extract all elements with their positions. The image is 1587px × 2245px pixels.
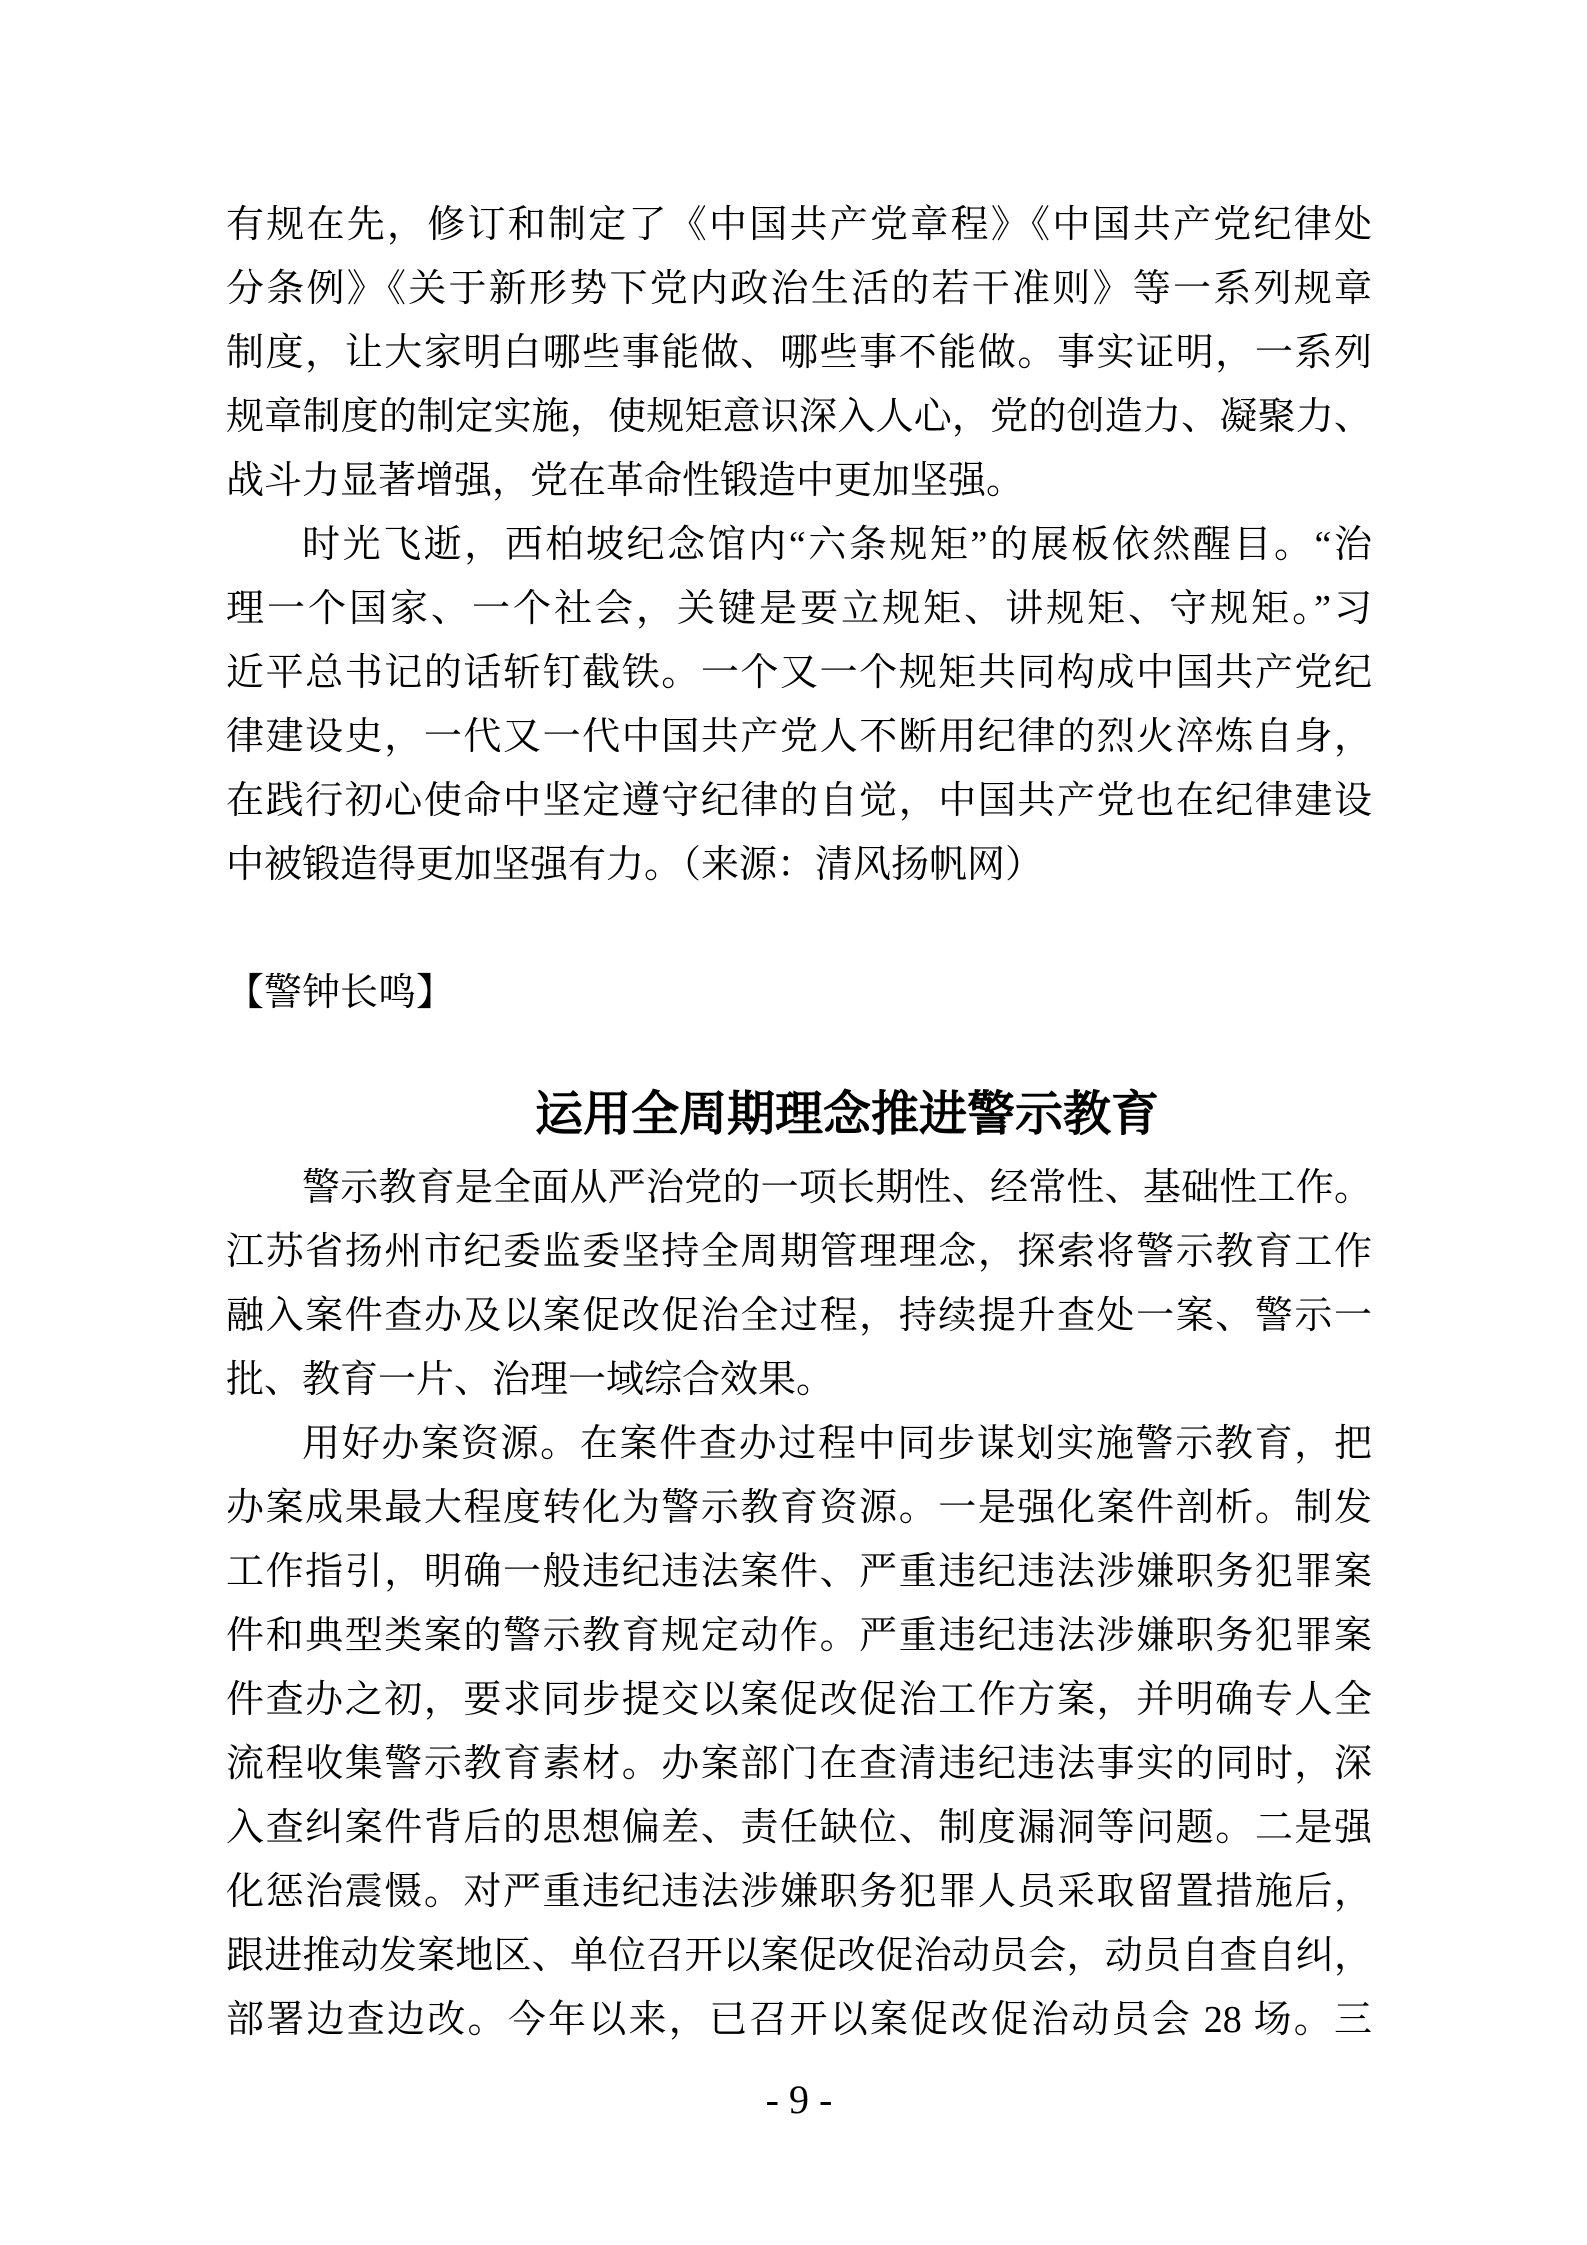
text-line: 规章制度的制定实施，使规矩意识深入人心，党的创造力、凝聚力、 [226,396,1372,438]
text-line: 有规在先，修订和制定了《中国共产党章程》《中国共产党纪律处 [226,204,1372,246]
text-line: 部署边查边改。今年以来，已召开以案促改促治动员会 28 场。三 [226,1999,1372,2041]
section-header: 【警钟长鸣】 [226,972,455,1014]
text-line: 融入案件查办及以案促改促治全过程，持续提升查处一案、警示一 [226,1295,1372,1337]
text-line: 时光飞逝，西柏坡纪念馆内“六条规矩”的展板依然醒目。“治 [302,524,1372,566]
text-line: 分条例》《关于新形势下党内政治生活的若干准则》等一系列规章 [226,268,1372,310]
text-line: 化惩治震慑。对严重违纪违法涉嫌职务犯罪人员采取留置措施后， [226,1871,1372,1913]
text-line: 江苏省扬州市纪委监委坚持全周期管理理念，探索将警示教育工作 [226,1231,1372,1273]
text-line: 战斗力显著增强，党在革命性锻造中更加坚强。 [226,460,1025,502]
text-line: 在践行初心使命中坚定遵守纪律的自觉，中国共产党也在纪律建设 [226,780,1372,822]
text-line: 制度，让大家明白哪些事能做、哪些事不能做。事实证明，一系列 [226,332,1372,374]
text-line: 律建设史，一代又一代中国共产党人不断用纪律的烈火淬炼自身， [226,716,1372,758]
text-line: 入查纠案件背后的思想偏差、责任缺位、制度漏洞等问题。二是强 [226,1807,1372,1849]
text-line: 批、教育一片、治理一域综合效果。 [226,1359,835,1401]
text-line: 近平总书记的话斩钉截铁。一个又一个规矩共同构成中国共产党纪 [226,652,1372,694]
text-line: 办案成果最大程度转化为警示教育资源。一是强化案件剖析。制发 [226,1487,1372,1529]
article-title: 运用全周期理念推进警示教育 [534,1088,1159,1141]
text-line: 跟进推动发案地区、单位召开以案促改促治动员会，动员自查自纠， [226,1935,1372,1977]
text-line: 理一个国家、一个社会，关键是要立规矩、讲规矩、守规矩。”习 [226,588,1372,630]
text-line: 中被锻造得更加坚强有力。（来源：清风扬帆网） [226,844,1044,886]
text-line: 件和典型类案的警示教育规定动作。严重违纪违法涉嫌职务犯罪案 [226,1615,1372,1657]
text-line: 工作指引，明确一般违纪违法案件、严重违纪违法涉嫌职务犯罪案 [226,1551,1372,1593]
text-line: 流程收集警示教育素材。办案部门在查清违纪违法事实的同时，深 [226,1743,1372,1785]
text-line: 警示教育是全面从严治党的一项长期性、经常性、基础性工作。 [302,1167,1372,1209]
text-line: 用好办案资源。在案件查办过程中同步谋划实施警示教育，把 [302,1423,1372,1465]
page-number: - 9 - [765,2077,833,2122]
text-line: 件查办之初，要求同步提交以案促改促治工作方案，并明确专人全 [226,1679,1372,1721]
